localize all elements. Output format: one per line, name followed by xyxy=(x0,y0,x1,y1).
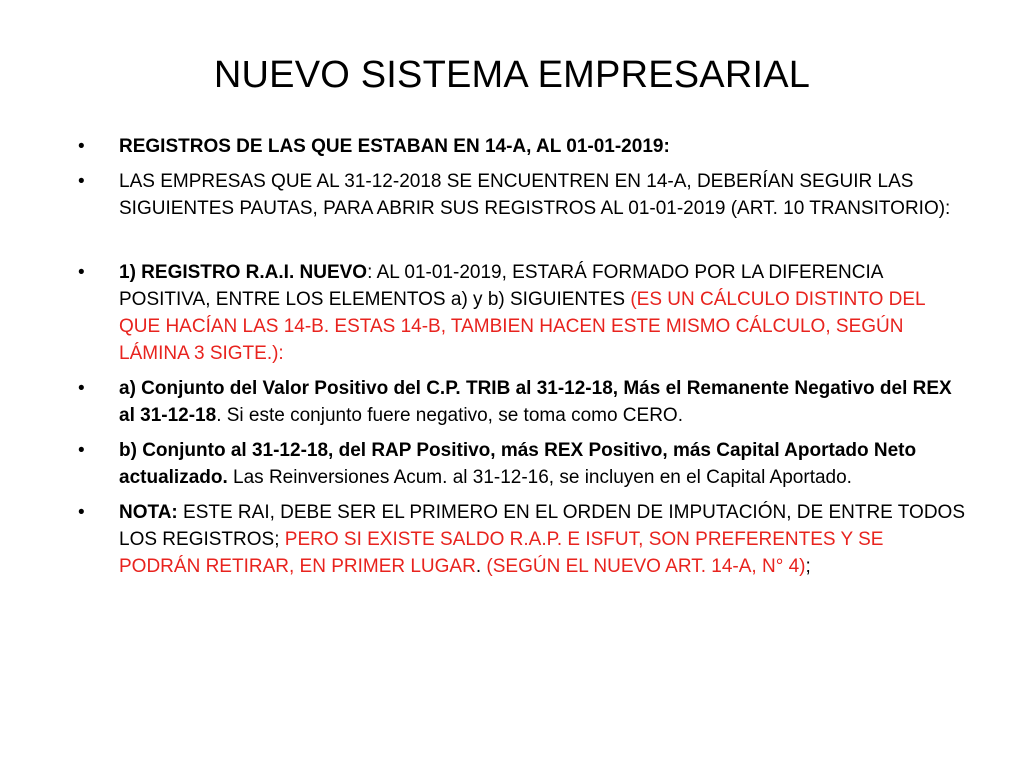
bullet-text: ESTE RAI, DEBE SER EL PRIMERO EN EL ORDEN DE IMPUTACIÓN, DE ENTRE TODOS LOS REGISTROS; xyxy=(119,502,965,550)
bullet-text: . Si este conjunto fuere negativo, se toma como CERO. xyxy=(216,405,683,426)
bullet-icon: • xyxy=(78,502,85,523)
bullet-text: Las Reinversiones Acum. al 31-12-16, se incluyen en el Capital Aportado. xyxy=(227,467,852,488)
bullet-text: REGISTROS DE LAS QUE ESTABAN EN 14-A, AL 01-01-2019: xyxy=(119,136,670,157)
bullet-item xyxy=(78,259,968,367)
bullet-item xyxy=(78,133,968,160)
bullet-text-bold: b) Conjunto al 31-12-18, del RAP Positivo, más REX Positivo, más Capital Aportado Neto actualizado. xyxy=(119,440,917,488)
bullet-text-highlight: PERO SI EXISTE SALDO R.A.P. E ISFUT, SON PREFERENTES Y SE PODRÁN RETIRAR, EN PRIMER LUGAR xyxy=(119,529,884,577)
bullet-text: : AL 01-01-2019, ESTARÁ FORMADO POR LA DIFERENCIA POSITIVA, ENTRE LOS ELEMENTOS a) y b) SIGUIENTES xyxy=(119,262,883,310)
bullet-item xyxy=(78,437,968,491)
bullet-item xyxy=(78,499,968,580)
slide-title: NUEVO SISTEMA EMPRESARIAL xyxy=(213,54,811,96)
bullet-item xyxy=(78,375,968,429)
bullet-text-bold: a) Conjunto del Valor Positivo del C.P. TRIB al 31-12-18, Más el Remanente Negativo del REX al 31-12-18 xyxy=(119,378,952,426)
bullet-icon: • xyxy=(78,440,85,461)
bullet-text: LAS EMPRESAS QUE AL 31-12-2018 SE ENCUENTREN EN 14-A, DEBERÍAN SEGUIR LAS SIGUIENTES PAUTAS, PARA ABRIR SUS REGISTROS AL 01-01-2019 (ART. 10 TRANSITORIO): xyxy=(119,171,951,219)
bullet-text: ; xyxy=(805,556,811,577)
bullet-text-highlight: (SEGÚN EL NUEVO ART. 14-A, N° 4) xyxy=(486,556,806,577)
bullet-icon: • xyxy=(78,378,85,399)
bullet-text-bold: NOTA: xyxy=(119,502,178,523)
bullet-text: . xyxy=(475,556,487,577)
bullet-text-bold: 1) REGISTRO R.A.I. NUEVO xyxy=(119,262,368,283)
bullet-icon: • xyxy=(78,136,85,157)
bullet-icon: • xyxy=(78,262,85,283)
bullet-list xyxy=(78,133,968,588)
bullet-item xyxy=(78,168,968,222)
bullet-icon: • xyxy=(78,171,85,192)
bullet-text-highlight: (ES UN CÁLCULO DISTINTO DEL QUE HACÍAN LAS 14-B. ESTAS 14-B, TAMBIEN HACEN ESTE MISMO CÁLCULO, SEGÚN LÁMINA 3 SIGTE.): xyxy=(119,289,925,364)
